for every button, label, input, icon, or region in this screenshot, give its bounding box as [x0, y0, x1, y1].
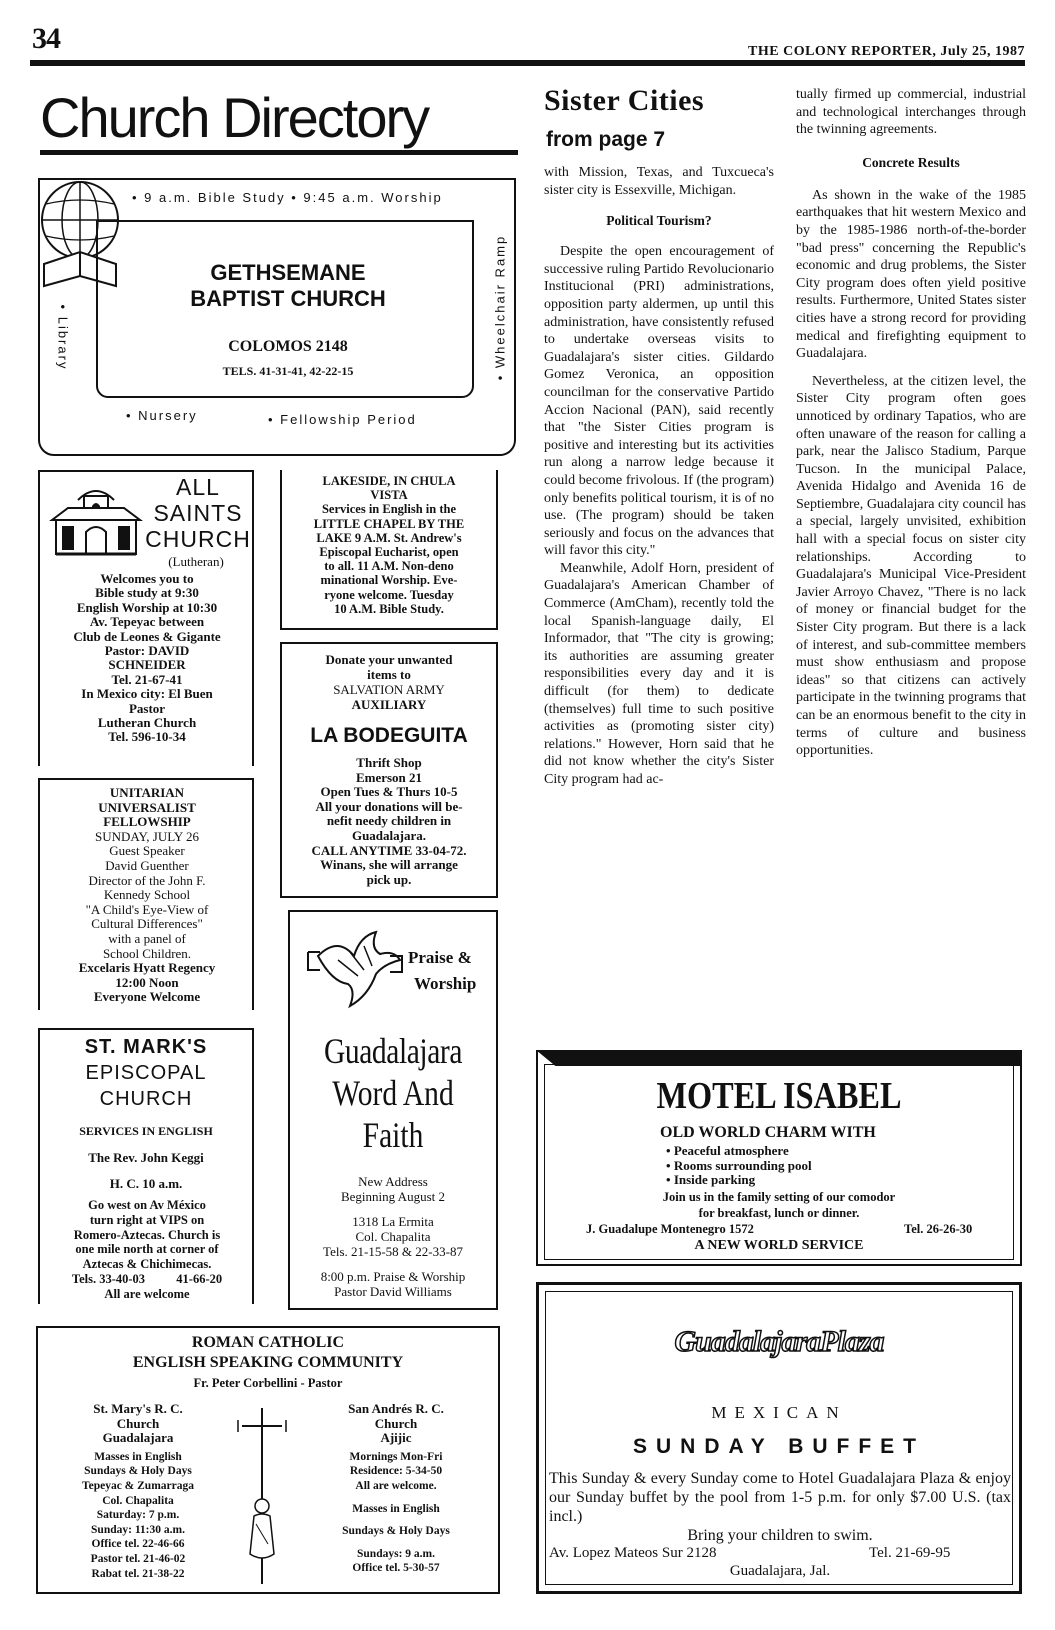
- rc-left-line: Sundays & Holy Days: [84, 1465, 192, 1478]
- all-saints-line: In Mexico city: El Buen: [81, 686, 213, 702]
- unitarian-line: with a panel of: [108, 930, 186, 946]
- rc-left-line: Guadalajara: [102, 1430, 174, 1446]
- motel-slogan: A NEW WORLD SERVICE: [694, 1238, 864, 1253]
- gethsemane-top-services: • 9 a.m. Bible Study • 9:45 a.m. Worship: [132, 190, 443, 205]
- article-col2-intro: tually firmed up commercial, industrial and technological interchanges through the twinning agreements.: [796, 87, 1026, 138]
- rc-left-line: Tepeyac & Zumarraga: [81, 1479, 194, 1492]
- praise-line: Pastor David Williams: [334, 1284, 452, 1299]
- gethsemane-side-left: • Library: [55, 304, 71, 371]
- bodeguita-line: Winans, she will arrange: [320, 857, 458, 873]
- bodeguita-line: Open Tues & Thurs 10-5: [320, 784, 458, 800]
- rc-left-line: Masses in English: [94, 1450, 182, 1463]
- lakeside-line: Services in English in the: [321, 502, 457, 517]
- unitarian-title: FELLOWSHIP: [103, 814, 191, 830]
- unitarian-title: UNIVERSALIST: [98, 799, 196, 815]
- rc-left-line: Col. Chapalita: [102, 1494, 174, 1507]
- unitarian-line: Director of the John F.: [88, 872, 206, 888]
- st-marks-line: Go west on Av México: [88, 1198, 206, 1212]
- word-and-faith-ad: [288, 910, 498, 1310]
- rc-right-line: San Andrés R. C.: [348, 1401, 444, 1416]
- lakeside-line: ryone welcome. Tuesday: [324, 587, 454, 602]
- lakeside-line: LAKE 9 A.M. St. Andrew's: [316, 530, 462, 545]
- praise-line: 1318 La Ermita: [352, 1214, 434, 1229]
- all-saints-ad: [38, 470, 254, 766]
- article-col2-paragraph: Nevertheless, at the citizen level, the Sister City program often goes unnoticed by ordinary Tapatios, who are often unaware of the reason for calling a park, near the Jalisco Stadium, Parque Tucson. In the municipal Palace, Avenida Hidalgo and Avenida 16 de Septiembre, Guadalajara city council has a special, largely unvisited, exhibition hall with a special focus on sister city relationships. According to Guadalajara's Municipal Vice-President Javier Arroyo Chavez, "There is no lack of money or financial budget for the Sister City program. But there is a lack of interest, and sub-committee members must show enthusiasm and propose ideas" so that citizens can actively participate in the twinning programs that can be an enormous benefit to the city in terms of culture and business opportunities.: [796, 373, 1026, 759]
- motel-bullets: [666, 1144, 812, 1188]
- lakeside-details: [284, 474, 494, 616]
- unitarian-line: Excelaris Hyatt Regency: [78, 960, 216, 976]
- bodeguita-line: All your donations will be-: [315, 798, 463, 814]
- praise-name-line3: Faith: [362, 1115, 424, 1155]
- plaza-city: Guadalajara, Jal.: [729, 1563, 831, 1579]
- rc-left-line: St. Mary's R. C.: [93, 1401, 183, 1416]
- all-saints-name-line2: SAINTS: [153, 500, 243, 526]
- unitarian-title: UNITARIAN: [109, 785, 185, 800]
- lakeside-line: 10 A.M. Bible Study.: [334, 601, 444, 616]
- bodeguita-top: [284, 652, 494, 712]
- lakeside-ad: [280, 470, 498, 630]
- st-marks-name-line2: EPISCOPAL: [85, 1062, 207, 1084]
- st-marks-ad: [38, 1028, 254, 1304]
- rc-right-line: Church: [374, 1415, 418, 1431]
- unitarian-line: 12:00 Noon: [115, 974, 179, 990]
- st-marks-line: one mile north at corner of: [75, 1242, 219, 1257]
- st-marks-line: Aztecas & Chichimecas.: [82, 1257, 212, 1272]
- bodeguita-line: Thrift Shop: [356, 755, 422, 770]
- rc-right-line: Mornings Mon-Fri: [349, 1450, 443, 1463]
- directory-title-rule: [40, 150, 518, 155]
- article-title: Sister Cities: [544, 84, 705, 117]
- unitarian-details: [42, 786, 252, 1005]
- publication-line: THE COLONY REPORTER, July 25, 1987: [748, 44, 1025, 59]
- st-marks-rector: The Rev. John Keggi: [88, 1150, 204, 1165]
- plaza-title: SUNDAY BUFFET: [632, 1435, 926, 1458]
- all-saints-line: Lutheran Church: [97, 715, 197, 731]
- dove-icon: [298, 926, 408, 1016]
- all-saints-line: Av. Tepeyac between: [89, 614, 205, 630]
- rc-right-line: All are welcome.: [355, 1479, 437, 1492]
- rc-left-line: Saturday: 7 p.m.: [96, 1509, 180, 1522]
- motel-bullet: • Inside parking: [666, 1172, 756, 1188]
- rc-right-line: Residence: 5-34-50: [349, 1465, 443, 1478]
- header-rule: [30, 60, 1025, 66]
- bodeguita-top-line: SALVATION ARMY: [333, 682, 445, 697]
- st-marks-line: Tels. 33-40-03 41-66-20: [71, 1271, 223, 1286]
- motel-bullet-text: Inside parking: [673, 1172, 756, 1188]
- unitarian-ad: [38, 778, 254, 1010]
- rc-right-line: Sundays & Holy Days: [342, 1525, 450, 1538]
- church-building-icon: [48, 480, 144, 558]
- motel-line2: for breakfast, lunch or dinner.: [698, 1206, 860, 1220]
- motel-bullet: • Peaceful atmosphere: [666, 1143, 789, 1158]
- rc-left-line: Pastor tel. 21-46-02: [90, 1552, 186, 1565]
- plaza-kicker: MEXICAN: [711, 1403, 847, 1422]
- all-saints-line: Pastor: DAVID: [104, 643, 190, 659]
- motel-tel: Tel. 26-26-30: [904, 1222, 973, 1236]
- bodeguita-line: CALL ANYTIME 33-04-72.: [311, 842, 467, 858]
- all-saints-denomination: (Lutheran): [168, 554, 224, 569]
- motel-address: J. Guadalupe Montenegro 1572: [586, 1222, 754, 1236]
- praise-line: 8:00 p.m. Praise & Worship: [320, 1269, 466, 1284]
- all-saints-line: Tel. 21-67-41: [111, 671, 183, 687]
- st-marks-services: SERVICES IN ENGLISH: [79, 1124, 213, 1138]
- all-saints-details: [42, 572, 252, 745]
- unitarian-line: "A Child's Eye-View of: [85, 901, 209, 917]
- rc-right-line: Masses in English: [352, 1502, 440, 1515]
- all-saints-line: Tel. 596-10-34: [108, 729, 186, 745]
- article-col2-heading: Concrete Results: [862, 154, 960, 170]
- bodeguita-top-line: AUXILIARY: [351, 697, 427, 712]
- gethsemane-name-line1: GETHSEMANE: [210, 260, 366, 285]
- bodeguita-line: Emerson 21: [355, 769, 423, 785]
- lakeside-line: LITTLE CHAPEL BY THE: [313, 516, 465, 531]
- motel-name: MOTEL ISABEL: [656, 1075, 902, 1117]
- cross-figure-icon: [234, 1404, 290, 1588]
- plaza-address: Av. Lopez Mateos Sur 2128: [549, 1545, 717, 1561]
- praise-line: Col. Chapalita: [355, 1229, 431, 1244]
- motel-isabel-ad: [536, 1050, 1022, 1266]
- unitarian-line: Kennedy School: [103, 887, 191, 903]
- st-marks-details: [42, 1198, 252, 1302]
- rc-left-column: [48, 1402, 228, 1581]
- roman-catholic-ad: [36, 1326, 500, 1594]
- praise-line: Tels. 21-15-58 & 22-33-87: [323, 1244, 463, 1259]
- plaza-body: This Sunday & every Sunday come to Hotel Guadalajara Plaza & enjoy our Sunday buffet by the pool from 1-5 p.m. for only $7.00 U.S. (tax incl.): [549, 1470, 1011, 1525]
- unitarian-line: SUNDAY, JULY 26: [94, 828, 200, 844]
- st-marks-name-line1: ST. MARK'S: [84, 1036, 208, 1058]
- plaza-tel: Tel. 21-69-95: [869, 1545, 951, 1561]
- bodeguita-line: nefit needy children in: [326, 813, 452, 829]
- rc-right-line: Office tel. 5-30-57: [352, 1562, 440, 1575]
- praise-name-line1: Guadalajara: [323, 1031, 463, 1071]
- all-saints-line: Welcomes you to: [100, 571, 194, 586]
- directory-title: Church Directory: [40, 86, 429, 149]
- gethsemane-tels: TELS. 41-31-41, 42-22-15: [222, 364, 354, 378]
- motel-bullet: • Rooms surrounding pool: [666, 1157, 812, 1173]
- lakeside-line: minational Worship. Eve-: [320, 573, 458, 588]
- all-saints-name-line1: ALL: [176, 474, 220, 500]
- rc-right-line: Ajijic: [380, 1430, 412, 1446]
- rc-left-line: Sunday: 11:30 a.m.: [91, 1523, 185, 1536]
- motel-bullet-text: Rooms surrounding pool: [673, 1157, 812, 1173]
- lakeside-line: to all. 11 A.M. Non-deno: [324, 559, 454, 574]
- gethsemane-bottom-right: • Fellowship Period: [268, 412, 417, 427]
- st-marks-line: turn right at VIPS on: [89, 1212, 205, 1227]
- rc-left-line: Church: [116, 1415, 160, 1431]
- st-marks-hc: H. C. 10 a.m.: [109, 1176, 183, 1191]
- praise-line: New Address: [358, 1174, 428, 1189]
- rc-title-line2: ENGLISH SPEAKING COMMUNITY: [132, 1354, 404, 1371]
- plaza-body2: Bring your children to swim.: [687, 1527, 873, 1544]
- rc-title-line1: ROMAN CATHOLIC: [191, 1334, 345, 1351]
- article-col1-heading: Political Tourism?: [606, 213, 712, 229]
- motel-tagline: OLD WORLD CHARM WITH: [660, 1124, 876, 1141]
- st-marks-name-line3: CHURCH: [99, 1088, 193, 1110]
- article-col1-paragraph: Despite the open encouragement of successive ruling Partido Revolucionario Institucional (PRI) administrations, opposition party aldermen, up until this administration, have consistently refused to undertake overseas visits to Guadalajara's sister cities. Gildardo Gomez Veronica, an opposition councilman for the conservative Partido Accion Nacional (PAN), said recently that "the Sister Cities program is positive and interesting but its activities run along a narrow ledge because it could become frivolous. If (the program) only benefits political tourism, it is of no use. (The program) should be taken seriously and focus on the advances that will favor this city.": [544, 244, 774, 559]
- all-saints-line: SCHNEIDER: [108, 657, 186, 673]
- st-marks-line: All are welcome: [104, 1286, 190, 1301]
- praise-line: Beginning August 2: [340, 1189, 445, 1204]
- unitarian-line: David Guenther: [105, 857, 189, 873]
- motel-bullet-text: Peaceful atmosphere: [673, 1143, 789, 1158]
- lakeside-title: LAKESIDE, IN CHULA: [322, 474, 456, 488]
- gethsemane-bottom-left: • Nursery: [126, 408, 198, 423]
- all-saints-line: Club de Leones & Gigante: [73, 628, 221, 644]
- article-col1-intro: with Mission, Texas, and Tuxcueca's sister city is Essexville, Michigan.: [544, 165, 774, 198]
- bodeguita-name: LA BODEGUITA: [310, 724, 468, 747]
- rc-pastor: Fr. Peter Corbellini - Pastor: [193, 1376, 343, 1390]
- bodeguita-top-line: items to: [367, 667, 411, 682]
- article-subtitle: from page 7: [546, 128, 666, 151]
- unitarian-line: Cultural Differences": [91, 916, 203, 932]
- article-col2-paragraph: As shown in the wake of the 1985 earthquakes that hit western Mexico and by the 1985-1986 north-of-the-border "bad press" concerning the Republic's economic and drug problems, the Sister City program does often yield positive results. Furthermore, United States sister cities have a strong record for providing medical and firefighting equipment to Guadalajara.: [796, 187, 1026, 362]
- rc-left-line: Office tel. 22-46-66: [91, 1538, 185, 1551]
- rc-left-line: Rabat tel. 21-38-22: [91, 1567, 185, 1580]
- unitarian-line: Guest Speaker: [109, 843, 185, 859]
- rc-right-column: [302, 1402, 490, 1576]
- bodeguita-line: pick up.: [366, 871, 412, 887]
- gethsemane-side-right: • Wheelchair Ramp: [492, 234, 508, 381]
- guadalajara-plaza-ad: [536, 1282, 1022, 1594]
- praise-tagline-line2: Worship: [414, 974, 477, 993]
- all-saints-line: Bible study at 9:30: [95, 585, 199, 601]
- motel-line1: Join us in the family setting of our comodor: [662, 1190, 896, 1204]
- page-number: 34: [32, 22, 60, 55]
- praise-tagline-line1: Praise &: [408, 948, 472, 967]
- bodeguita-top-line: Donate your unwanted: [325, 652, 453, 667]
- bodeguita-details: [284, 756, 494, 887]
- st-marks-line: Romero-Aztecas. Church is: [73, 1227, 221, 1242]
- gethsemane-ad: [38, 178, 516, 456]
- praise-name-line2: Word And: [332, 1073, 454, 1113]
- lakeside-line: Episcopal Eucharist, open: [319, 545, 459, 560]
- gethsemane-name-line2: BAPTIST CHURCH: [190, 286, 386, 311]
- rc-right-line: Sundays: 9 a.m.: [357, 1547, 435, 1560]
- unitarian-line: School Children.: [102, 945, 192, 961]
- bodeguita-line: Guadalajara.: [351, 827, 427, 843]
- article-column-1: [544, 164, 774, 789]
- article-column-2: [796, 86, 1026, 760]
- unitarian-line: Everyone Welcome: [93, 989, 201, 1005]
- bodeguita-ad: [280, 642, 498, 898]
- plaza-logo: GuadalajaraPlaza: [674, 1325, 884, 1358]
- all-saints-line: English Worship at 10:30: [76, 599, 218, 615]
- article-col1-paragraph: Meanwhile, Adolf Horn, president of Guadalajara's American Chamber of Commerce (AmCham), recently told the local Spanish-language daily, El Informador, that "The city is growing; its authorities are assuming greater responsibilities every day and it is difficult (for them) to dedicate (themselves) full time to such positive activities as (promoting sister city) relations." However, Horn said that he did not know whether the city's Sister City program had ac-: [544, 560, 774, 787]
- gethsemane-address: COLOMOS 2148: [228, 338, 348, 355]
- all-saints-line: Pastor: [128, 700, 166, 716]
- praise-details: [292, 1174, 494, 1299]
- lakeside-title: VISTA: [370, 488, 408, 503]
- all-saints-name-line3: CHURCH: [145, 526, 251, 552]
